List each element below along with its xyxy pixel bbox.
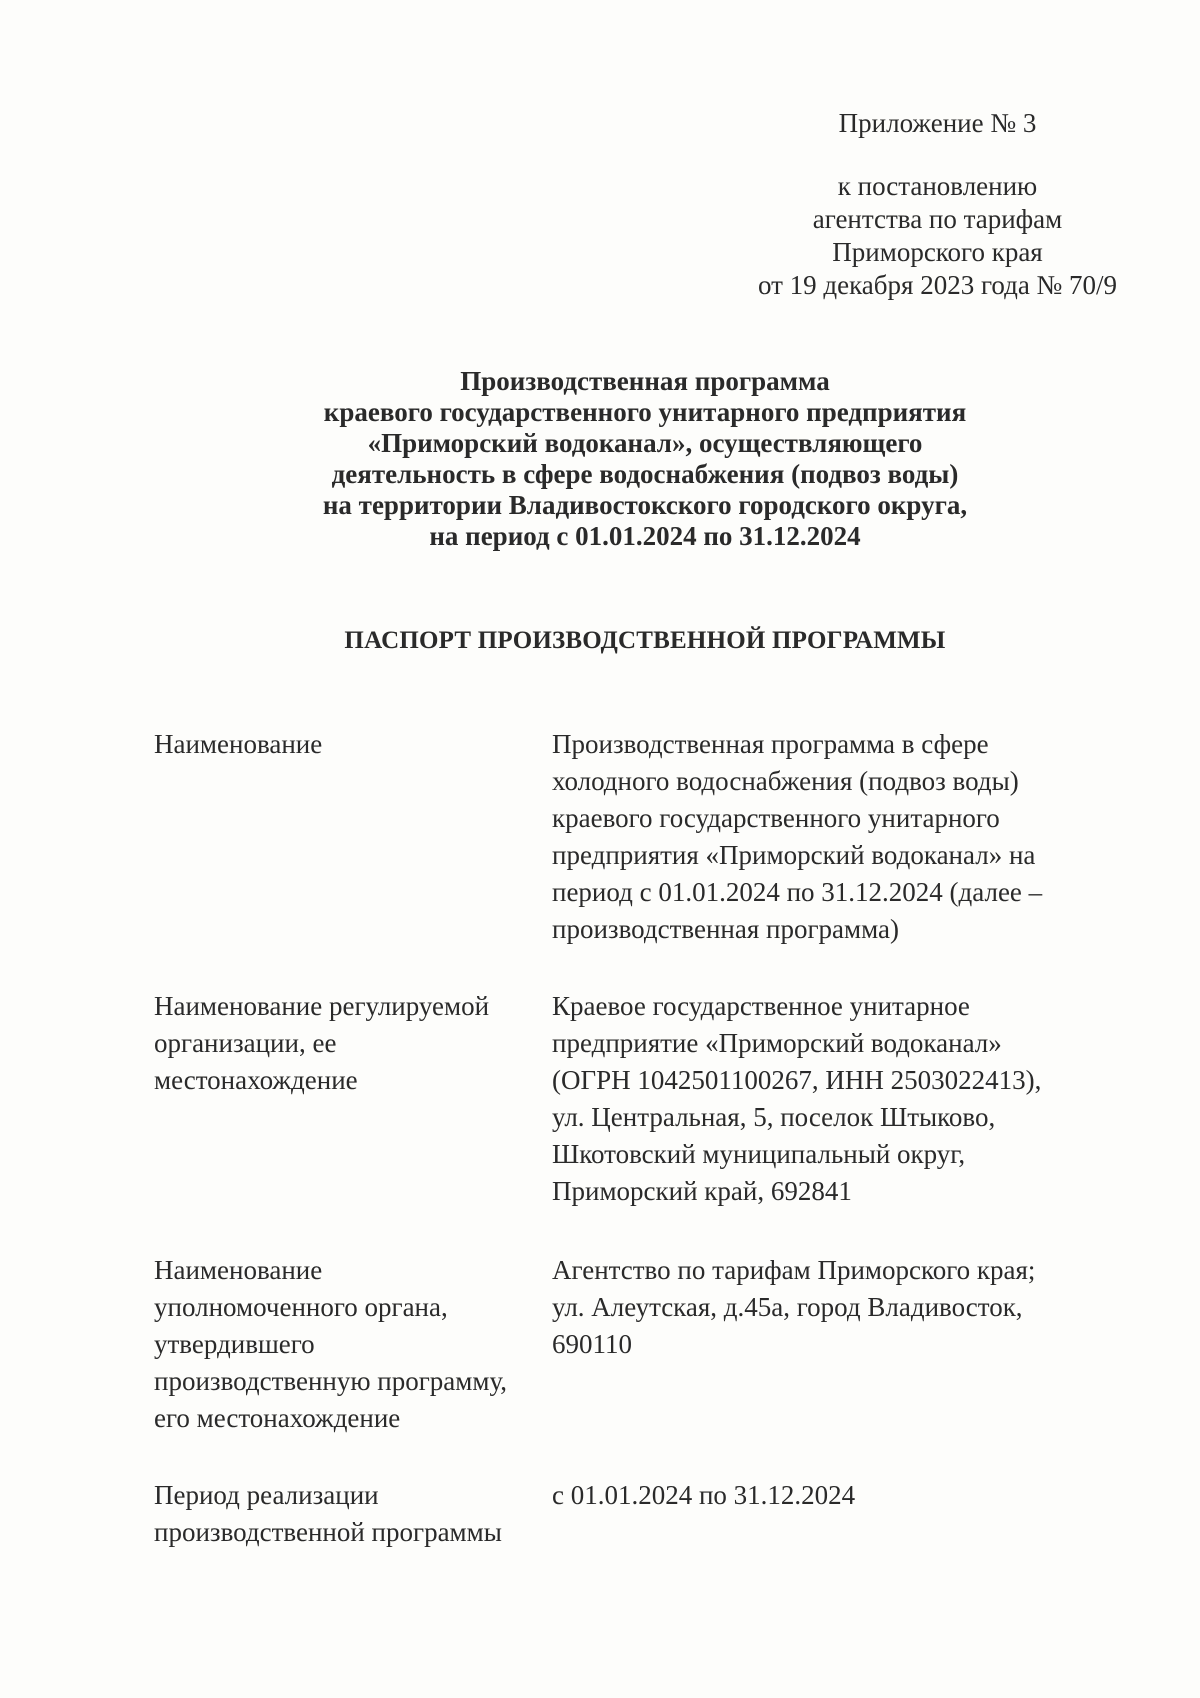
- value-line: предприятия «Приморский водоканал» на: [552, 840, 1036, 870]
- value-line: краевого государственного унитарного: [552, 803, 1000, 833]
- resolution-line: Приморского края: [832, 237, 1043, 267]
- resolution-line: от 19 декабря 2023 года № 70/9: [757, 270, 1118, 300]
- resolution-line: к постановлению: [837, 171, 1038, 201]
- value-line: предприятие «Приморский водоканал»: [552, 1028, 1002, 1058]
- label-line: Наименование регулируемой: [154, 991, 490, 1021]
- resolution-line: агентства по тарифам: [812, 204, 1063, 234]
- document-title: [150, 366, 1140, 552]
- value-line: период с 01.01.2024 по 31.12.2024 (далее –: [552, 877, 1043, 907]
- row-value: [552, 726, 1122, 948]
- value-line: Производственная программа в сфере: [552, 729, 989, 759]
- row-label: [154, 726, 544, 763]
- resolution-reference: [700, 170, 1175, 302]
- row-label: [154, 1477, 544, 1551]
- title-line: на период с 01.01.2024 по 31.12.2024: [429, 521, 861, 551]
- row-value: [552, 1252, 1122, 1363]
- title-line: краевого государственного унитарного предприятия: [323, 397, 967, 427]
- value-line: холодного водоснабжения (подвоз воды): [552, 766, 1019, 796]
- appendix-number: Приложение № 3: [838, 108, 1037, 138]
- label-line: местонахождение: [154, 1065, 358, 1095]
- value-line: Агентство по тарифам Приморского края;: [552, 1255, 1036, 1285]
- label-line: производственной программы: [154, 1517, 502, 1547]
- label-line: Период реализации: [154, 1480, 379, 1510]
- title-line: на территории Владивостокского городского округа,: [322, 490, 968, 520]
- value-line: ул. Алеутская, д.45а, город Владивосток,: [552, 1292, 1023, 1322]
- value-line: Краевое государственное унитарное: [552, 991, 970, 1021]
- row-label: [154, 1252, 544, 1437]
- value-line: 690110: [552, 1329, 632, 1359]
- label-line: его местонахождение: [154, 1403, 401, 1433]
- title-line: деятельность в сфере водоснабжения (подвоз воды): [331, 459, 959, 489]
- label-line: производственную программу,: [154, 1366, 507, 1396]
- label-line: Наименование: [154, 729, 323, 759]
- value-line: Приморский край, 692841: [552, 1176, 852, 1206]
- value-line: Шкотовский муниципальный округ,: [552, 1139, 966, 1169]
- value-line: производственная программа): [552, 914, 899, 944]
- row-label: [154, 988, 544, 1099]
- title-line: «Приморский водоканал», осуществляющего: [367, 428, 923, 458]
- row-value: [552, 988, 1122, 1210]
- label-line: уполномоченного органа,: [154, 1292, 448, 1322]
- value-line: ул. Центральная, 5, поселок Штыково,: [552, 1102, 996, 1132]
- label-line: организации, ее: [154, 1028, 337, 1058]
- row-value: [552, 1477, 1122, 1514]
- label-line: утвердившего: [154, 1329, 315, 1359]
- passport-heading: ПАСПОРТ ПРОИЗВОДСТВЕННОЙ ПРОГРАММЫ: [344, 627, 946, 654]
- value-line: с 01.01.2024 по 31.12.2024: [552, 1480, 856, 1510]
- title-line: Производственная программа: [460, 366, 830, 396]
- label-line: Наименование: [154, 1255, 323, 1285]
- value-line: (ОГРН 1042501100267, ИНН 2503022413),: [552, 1065, 1042, 1095]
